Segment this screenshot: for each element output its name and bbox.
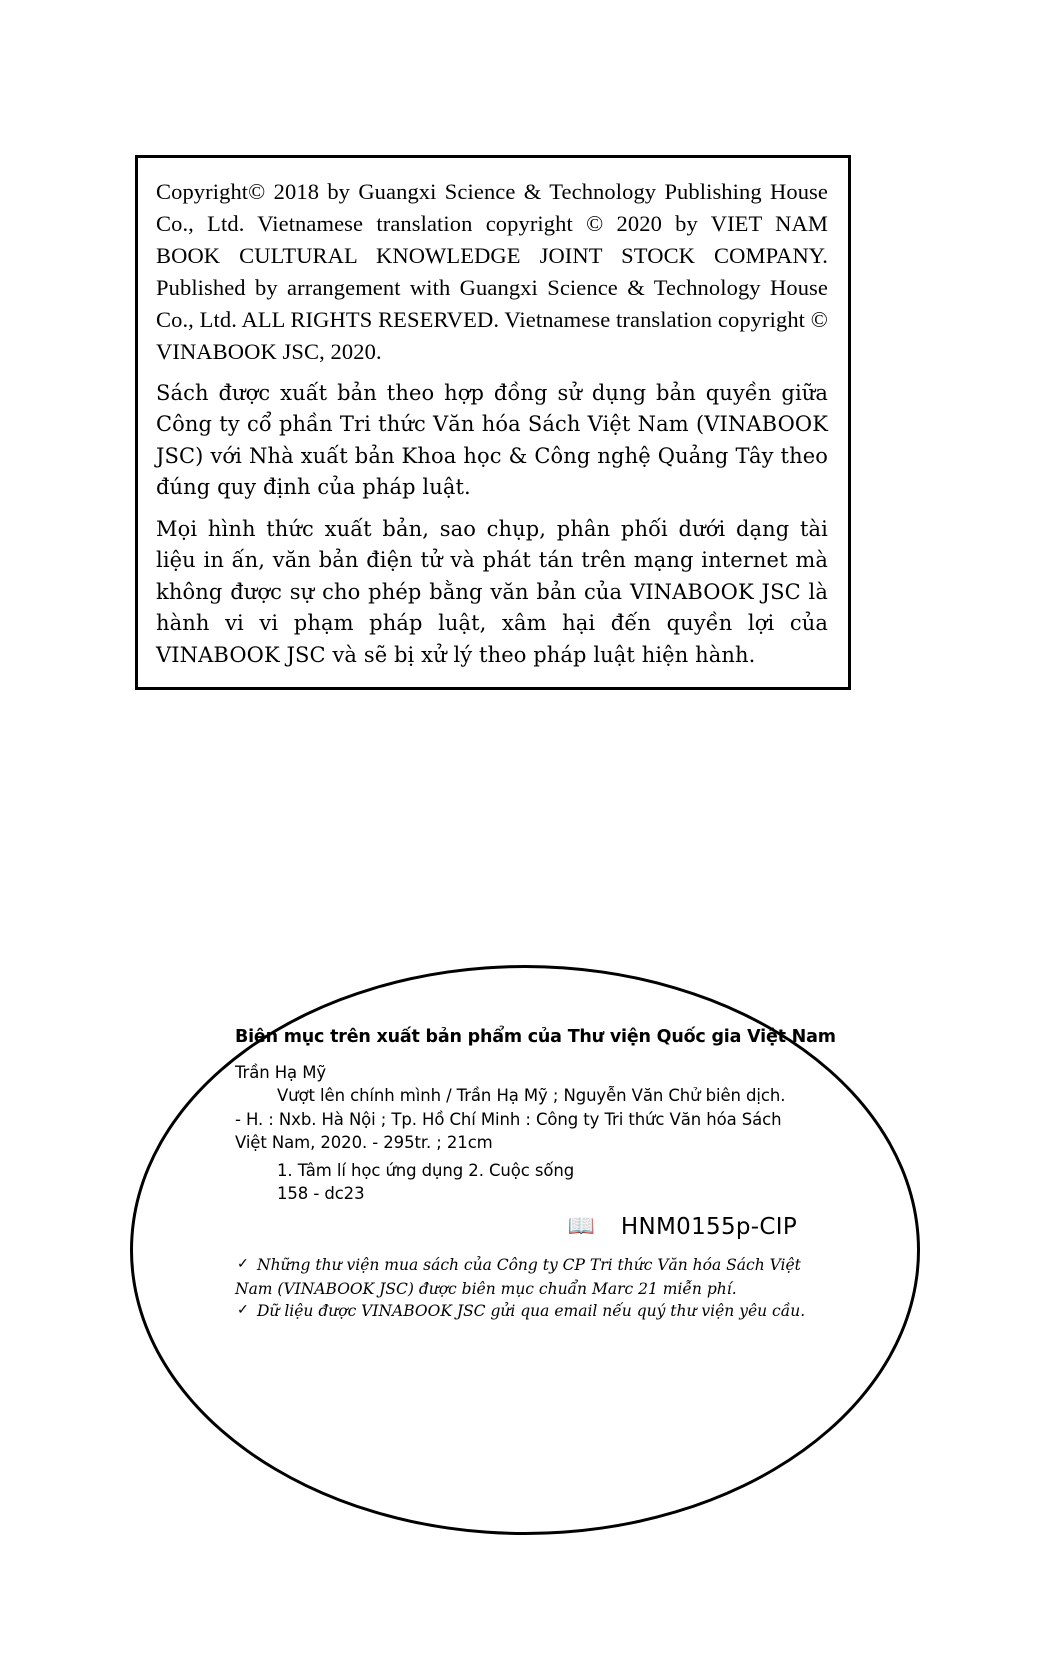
cip-note-1-line-2: Nam (VINABOOK JSC) được biên mục chuẩn Marc 21 miễn phí. <box>235 1280 737 1298</box>
copyright-paragraph-english: Copyright© 2018 by Guangxi Science & Technology Publishing House Co., Ltd. Vietnamese translation copyright © 2020 by VIET NAM BOOK CULTURAL KNOWLEDGE JOINT STOCK COMPANY. Published by arrangement with Guangxi Science & Technology House Co., Ltd. ALL RIGHTS RESERVED. Vietnamese translation copyright © VINABOOK JSC, 2020. <box>156 179 828 364</box>
cip-notes <box>235 1254 815 1323</box>
cip-statement-of-responsibility: Vượt lên chính mình / Trần Hạ Mỹ ; Nguyễn Văn Chử biên dịch. <box>277 1086 786 1106</box>
copyright-notice-box <box>135 155 851 690</box>
cip-ddc: 158 - dc23 <box>277 1184 365 1204</box>
cip-content <box>235 1027 836 1325</box>
cip-imprint-line-1: - H. : Nxb. Hà Nội ; Tp. Hồ Chí Minh : Công ty Tri thức Văn hóa Sách <box>235 1109 782 1129</box>
cip-note-1-line-1: Những thư viện mua sách của Công ty CP Tri thức Văn hóa Sách Việt <box>257 1255 801 1274</box>
cip-record <box>130 965 920 1535</box>
book-icon: 📖 <box>567 1213 595 1239</box>
cip-record-code: HNM0155p-CIP <box>620 1213 797 1240</box>
check-icon: ✓ <box>237 1255 249 1272</box>
cip-note-2-line-1: Dữ liệu được VINABOOK JSC gửi qua email nếu quý thư viện yêu cầu. <box>257 1302 806 1321</box>
cip-imprint-line-2: Việt Nam, 2020. - 295tr. ; 21cm <box>235 1133 493 1153</box>
cip-code-row <box>235 1214 815 1240</box>
check-icon: ✓ <box>237 1302 249 1319</box>
cip-note-2 <box>235 1300 815 1322</box>
cip-subjects: 1. Tâm lí học ứng dụng 2. Cuộc sống <box>277 1160 575 1180</box>
cip-author: Trần Hạ Mỹ <box>235 1063 327 1082</box>
copyright-paragraph-prohibition: Mọi hình thức xuất bản, sao chụp, phân phối dưới dạng tài liệu in ấn, văn bản điện tử và phát tán trên mạng internet mà không được sự cho phép bằng văn bản của VINABOOK JSC là hành vi vi phạm pháp luật, xâm hại đến quyền lợi của VINABOOK JSC và sẽ bị xử lý theo pháp luật hiện hành. <box>156 516 828 667</box>
cip-note-1 <box>235 1254 815 1276</box>
copyright-paragraph-license: Sách được xuất bản theo hợp đồng sử dụng bản quyền giữa Công ty cổ phần Tri thức Văn hóa Sách Việt Nam (VINABOOK JSC) với Nhà xuất bản Khoa học & Công nghệ Quảng Tây theo đúng quy định của pháp luật. <box>156 380 828 500</box>
cip-title: Biên mục trên xuất bản phẩm của Thư viện Quốc gia Việt Nam <box>235 1027 836 1047</box>
